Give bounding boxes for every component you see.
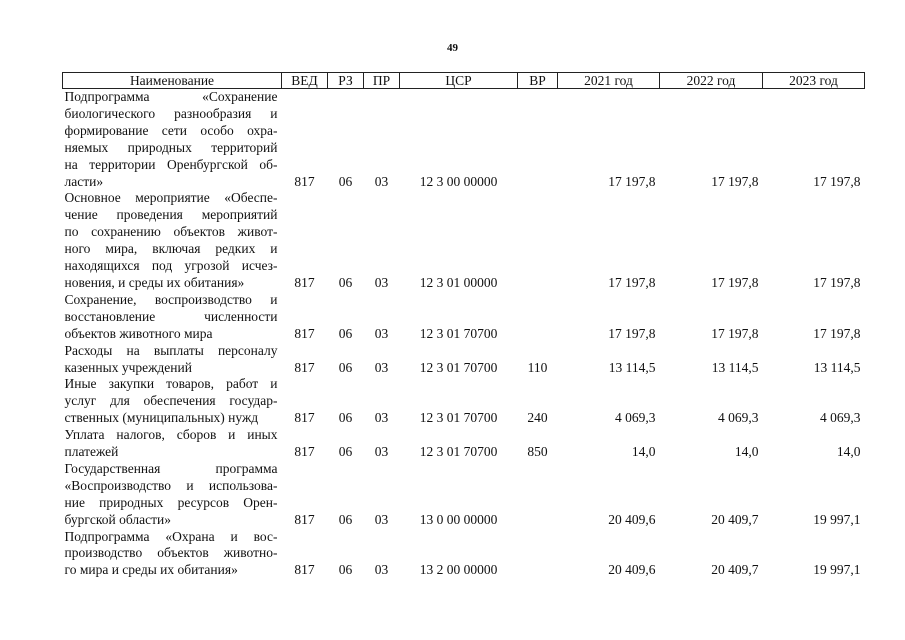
cell-pr: 03: [374, 562, 389, 578]
table-row: [63, 190, 865, 291]
cell-2023: 14,0: [836, 444, 861, 460]
cell-vr: [518, 190, 558, 291]
cell-name: [63, 529, 282, 580]
cell-csr: 12 3 01 00000: [419, 274, 498, 290]
name-line: Государственная программа: [64, 460, 278, 476]
cell-pr: 03: [374, 325, 389, 341]
cell-2022: 14,0: [734, 444, 759, 460]
cell-2023: 19 997,1: [813, 511, 861, 527]
table-row: [63, 292, 865, 343]
header-vr: ВР: [518, 73, 558, 89]
cell-ved: 817: [294, 173, 315, 189]
cell-2022: 13 114,5: [711, 359, 759, 375]
table-row: [63, 427, 865, 461]
header-2023: 2023 год: [763, 73, 865, 89]
cell-2022: 17 197,8: [711, 274, 759, 290]
name-line: по сохранению объектов живот-: [64, 224, 278, 240]
cell-name: [63, 427, 282, 461]
cell-2021: 17 197,8: [608, 173, 656, 189]
header-name: Наименование: [63, 73, 282, 89]
name-line: Сохранение, воспроизводство и: [64, 291, 278, 307]
cell-vr: [518, 461, 558, 529]
name-line: «Воспроизводство и использова-: [64, 477, 278, 493]
cell-pr: 03: [374, 410, 389, 426]
cell-vr: 240: [527, 410, 548, 426]
cell-2022: 20 409,7: [711, 562, 759, 578]
name-line: Уплата налогов, сборов и иных: [64, 427, 278, 443]
name-line: биологического разнообразия и: [64, 105, 278, 121]
table-row: [63, 529, 865, 580]
cell-vr: 850: [527, 444, 548, 460]
cell-2021: 20 409,6: [608, 511, 656, 527]
cell-2023: 19 997,1: [813, 562, 861, 578]
cell-pr: 03: [374, 274, 389, 290]
header-csr: ЦСР: [400, 73, 518, 89]
name-line: Основное мероприятие «Обеспе-: [64, 190, 278, 206]
cell-ved: 817: [294, 410, 315, 426]
cell-pr: 03: [374, 173, 389, 189]
name-line: услуг для обеспечения государ-: [64, 393, 278, 409]
table-row: [63, 376, 865, 427]
cell-name: [63, 461, 282, 529]
name-line: Расходы на выплаты персоналу: [64, 342, 278, 358]
page-number: 49: [447, 42, 458, 54]
cell-2023: 4 069,3: [820, 410, 861, 426]
cell-2023: 17 197,8: [813, 173, 861, 189]
name-line: платежей: [64, 444, 119, 460]
cell-ved: 817: [294, 274, 315, 290]
cell-rz: 06: [338, 274, 353, 290]
cell-rz: 06: [338, 325, 353, 341]
name-line: казенных учреждений: [64, 359, 192, 375]
cell-2023: 17 197,8: [813, 274, 861, 290]
table-row: [63, 89, 865, 191]
cell-rz: 06: [338, 410, 353, 426]
name-line: Подпрограмма «Сохранение: [64, 89, 278, 104]
cell-2021: 13 114,5: [608, 359, 656, 375]
cell-csr: 13 0 00 00000: [419, 511, 498, 527]
cell-2023: 13 114,5: [813, 359, 861, 375]
cell-ved: 817: [294, 562, 315, 578]
cell-name: [63, 376, 282, 427]
cell-2022: 17 197,8: [711, 173, 759, 189]
name-line: объектов животного мира: [64, 325, 213, 341]
name-line: ного мира, включая редких и: [64, 241, 278, 257]
cell-rz: 06: [338, 444, 353, 460]
cell-csr: 12 3 00 00000: [419, 173, 498, 189]
table-row: [63, 343, 865, 377]
cell-pr: 03: [374, 359, 389, 375]
name-line: чение проведения мероприятий: [64, 207, 278, 223]
cell-2021: 20 409,6: [608, 562, 656, 578]
cell-ved: 817: [294, 444, 315, 460]
budget-table: [62, 72, 865, 579]
name-line: бургской области»: [64, 511, 171, 527]
name-line: ственных (муниципальных) нужд: [64, 410, 259, 426]
name-line: го мира и среды их обитания»: [64, 562, 238, 578]
header-ved: ВЕД: [282, 73, 328, 89]
cell-2021: 14,0: [631, 444, 656, 460]
cell-rz: 06: [338, 173, 353, 189]
cell-2022: 4 069,3: [718, 410, 759, 426]
cell-rz: 06: [338, 359, 353, 375]
cell-2021: 4 069,3: [615, 410, 656, 426]
cell-name: [63, 292, 282, 343]
table-row: [63, 461, 865, 529]
name-line: Иные закупки товаров, работ и: [64, 376, 278, 392]
header-pr: ПР: [364, 73, 400, 89]
cell-2021: 17 197,8: [608, 274, 656, 290]
cell-csr: 12 3 01 70700: [419, 325, 498, 341]
name-line: восстановление численности: [64, 308, 278, 324]
table-body: [63, 89, 865, 580]
table-header: [63, 73, 865, 89]
cell-pr: 03: [374, 444, 389, 460]
cell-2021: 17 197,8: [608, 325, 656, 341]
name-line: новения, и среды их обитания»: [64, 274, 245, 290]
cell-rz: 06: [338, 511, 353, 527]
cell-name: [63, 89, 282, 191]
header-2021: 2021 год: [558, 73, 660, 89]
cell-ved: 817: [294, 511, 315, 527]
cell-vr: [518, 529, 558, 580]
cell-name: [63, 190, 282, 291]
cell-csr: 12 3 01 70700: [419, 410, 498, 426]
cell-ved: 817: [294, 359, 315, 375]
cell-2023: 17 197,8: [813, 325, 861, 341]
name-line: производство объектов животно-: [64, 545, 278, 561]
cell-2022: 17 197,8: [711, 325, 759, 341]
cell-vr: 110: [527, 359, 548, 375]
header-rz: РЗ: [328, 73, 364, 89]
cell-rz: 06: [338, 562, 353, 578]
name-line: формирование сети особо охра-: [64, 122, 278, 138]
name-line: няемых природных территорий: [64, 139, 278, 155]
name-line: Подпрограмма «Охрана и вос-: [64, 528, 278, 544]
cell-name: [63, 343, 282, 377]
cell-vr: [518, 292, 558, 343]
cell-csr: 12 3 01 70700: [419, 359, 498, 375]
name-line: находящихся под угрозой исчез-: [64, 258, 278, 274]
cell-csr: 12 3 01 70700: [419, 444, 498, 460]
name-line: ние природных ресурсов Орен-: [64, 494, 278, 510]
cell-ved: 817: [294, 325, 315, 341]
header-2022: 2022 год: [660, 73, 763, 89]
name-line: на территории Оренбургской об-: [64, 156, 278, 172]
cell-pr: 03: [374, 511, 389, 527]
cell-csr: 13 2 00 00000: [419, 562, 498, 578]
name-line: ласти»: [64, 173, 104, 189]
cell-vr: [518, 89, 558, 191]
cell-2022: 20 409,7: [711, 511, 759, 527]
